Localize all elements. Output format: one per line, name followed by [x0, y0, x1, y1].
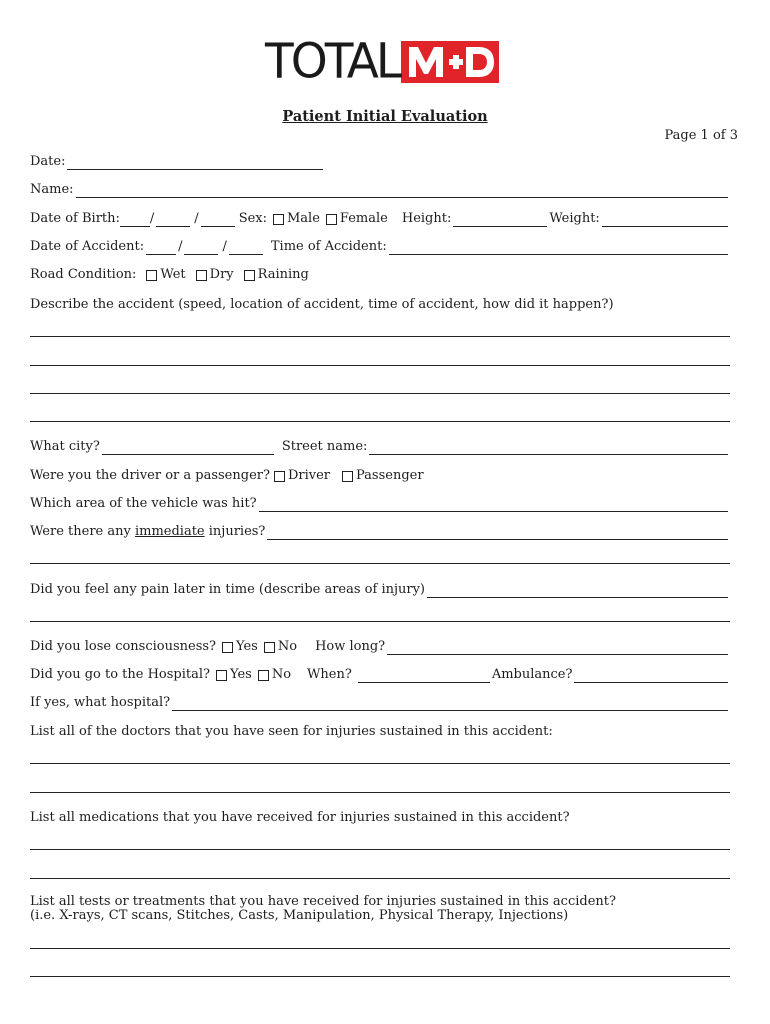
street-field[interactable]: [369, 441, 728, 455]
medications-label: List all medications that you have received for injuries sustained in this accident?: [30, 810, 570, 825]
city-label: What city?: [30, 439, 100, 454]
driver-row: [30, 466, 730, 484]
describe-line-1[interactable]: [30, 336, 730, 337]
date-label: Date:: [30, 154, 66, 169]
medications-row: [30, 808, 730, 826]
describe-row: [30, 295, 730, 313]
pain-line-2[interactable]: [30, 621, 730, 622]
name-label: Name:: [30, 182, 74, 197]
wet-label: Wet: [160, 267, 186, 282]
weight-field[interactable]: [602, 213, 728, 227]
doctors-row: [30, 722, 730, 740]
sex-label: Sex:: [238, 211, 267, 226]
accident-time-field[interactable]: [389, 241, 728, 255]
dob-year-field[interactable]: [201, 213, 235, 227]
female-checkbox[interactable]: [326, 214, 337, 225]
street-label: Street name:: [281, 439, 368, 454]
how-long-label: How long?: [315, 639, 386, 654]
medications-line-1[interactable]: [30, 849, 730, 850]
road-condition-label: Road Condition:: [30, 267, 137, 282]
raining-label: Raining: [257, 267, 309, 282]
describe-label: Describe the accident (speed, location of accident, time of accident, how did it happen?): [30, 297, 614, 312]
immediate-field[interactable]: [267, 526, 728, 540]
pain-label: Did you feel any pain later in time (describe areas of injury): [30, 582, 426, 597]
tests-line-1[interactable]: [30, 948, 730, 949]
when-label: When?: [307, 667, 352, 682]
dob-label: Date of Birth:: [30, 211, 120, 226]
dob-row: Date of Birth: / / Sex: Male Female Height: Weight:: [30, 209, 730, 227]
consciousness-row: Did you lose consciousness? Yes No How long?: [30, 637, 730, 655]
how-long-field[interactable]: [387, 641, 728, 655]
male-label: Male: [287, 211, 320, 226]
hospital-no-checkbox[interactable]: [258, 670, 269, 681]
area-hit-label: Which area of the vehicle was hit?: [30, 496, 257, 511]
pain-row: [30, 580, 730, 598]
area-hit-field[interactable]: [259, 498, 728, 512]
driver-question: Were you the driver or a passenger?: [30, 468, 270, 483]
hospital-label: Did you go to the Hospital?: [30, 667, 211, 682]
ambulance-label: Ambulance?: [491, 667, 573, 682]
male-checkbox[interactable]: [273, 214, 284, 225]
consciousness-label: Did you lose consciousness?: [30, 639, 217, 654]
height-label: Height:: [401, 211, 452, 226]
logo-wordmark: TOTAL: [265, 33, 400, 90]
city-field[interactable]: [102, 441, 274, 455]
passenger-checkbox[interactable]: [342, 471, 353, 482]
accident-day-field[interactable]: [184, 241, 218, 255]
tests-line-2[interactable]: [30, 976, 730, 977]
accident-month-field[interactable]: [146, 241, 176, 255]
which-hospital-row: [30, 693, 730, 711]
accident-time-label: Time of Accident:: [270, 239, 387, 254]
name-field[interactable]: [76, 184, 728, 198]
immediate-row: [30, 522, 730, 540]
name-row: [30, 180, 730, 198]
doctors-line-1[interactable]: [30, 763, 730, 764]
date-row: [30, 152, 730, 170]
which-hospital-field[interactable]: [172, 697, 728, 711]
height-field[interactable]: [453, 213, 547, 227]
describe-line-3[interactable]: [30, 393, 730, 394]
driver-label: Driver: [287, 468, 330, 483]
conscious-yes-checkbox[interactable]: [222, 642, 233, 653]
doctors-line-2[interactable]: [30, 792, 730, 793]
immediate-line-2[interactable]: [30, 563, 730, 564]
medications-line-2[interactable]: [30, 878, 730, 879]
road-condition-row: [30, 265, 730, 283]
accident-date-row: Date of Accident: / / Time of Accident:: [30, 237, 730, 255]
which-hospital-label: If yes, what hospital?: [30, 695, 171, 710]
location-row: [30, 437, 730, 455]
raining-checkbox[interactable]: [244, 270, 255, 281]
logo-mark-text: MD: [450, 81, 452, 82]
total-md-logo: [265, 33, 499, 90]
date-field[interactable]: [67, 156, 323, 170]
weight-label: Weight:: [549, 211, 600, 226]
pain-field[interactable]: [427, 584, 728, 598]
passenger-label: Passenger: [356, 468, 424, 483]
female-label: Female: [339, 211, 388, 226]
when-field[interactable]: [358, 669, 490, 683]
logo-md-mark: [401, 41, 499, 83]
describe-line-4[interactable]: [30, 421, 730, 422]
dry-checkbox[interactable]: [196, 270, 207, 281]
doctors-label: List all of the doctors that you have seen for injuries sustained in this accident:: [30, 724, 553, 739]
accident-date-label: Date of Accident:: [30, 239, 145, 254]
driver-checkbox[interactable]: [274, 471, 285, 482]
tests-label: List all tests or treatments that you have received for injuries sustained in this accident? (i.e. X-rays, CT scans, Stitches, Casts, Manipulation, Physical Therapy, Injections): [30, 894, 616, 923]
hospital-yes-checkbox[interactable]: [216, 670, 227, 681]
conscious-no-checkbox[interactable]: [264, 642, 275, 653]
form-title: Patient Initial Evaluation: [282, 108, 488, 125]
ambulance-field[interactable]: [574, 669, 728, 683]
wet-checkbox[interactable]: [146, 270, 157, 281]
page-number: Page 1 of 3: [664, 128, 738, 143]
dob-month-field[interactable]: [120, 213, 150, 227]
accident-year-field[interactable]: [229, 241, 263, 255]
dob-day-field[interactable]: [156, 213, 190, 227]
dry-label: Dry: [209, 267, 234, 282]
describe-line-2[interactable]: [30, 365, 730, 366]
area-hit-row: [30, 494, 730, 512]
immediate-label: Were there any immediate injuries?: [30, 524, 266, 539]
hospital-row: Did you go to the Hospital? Yes No When? Ambulance?: [30, 665, 730, 683]
